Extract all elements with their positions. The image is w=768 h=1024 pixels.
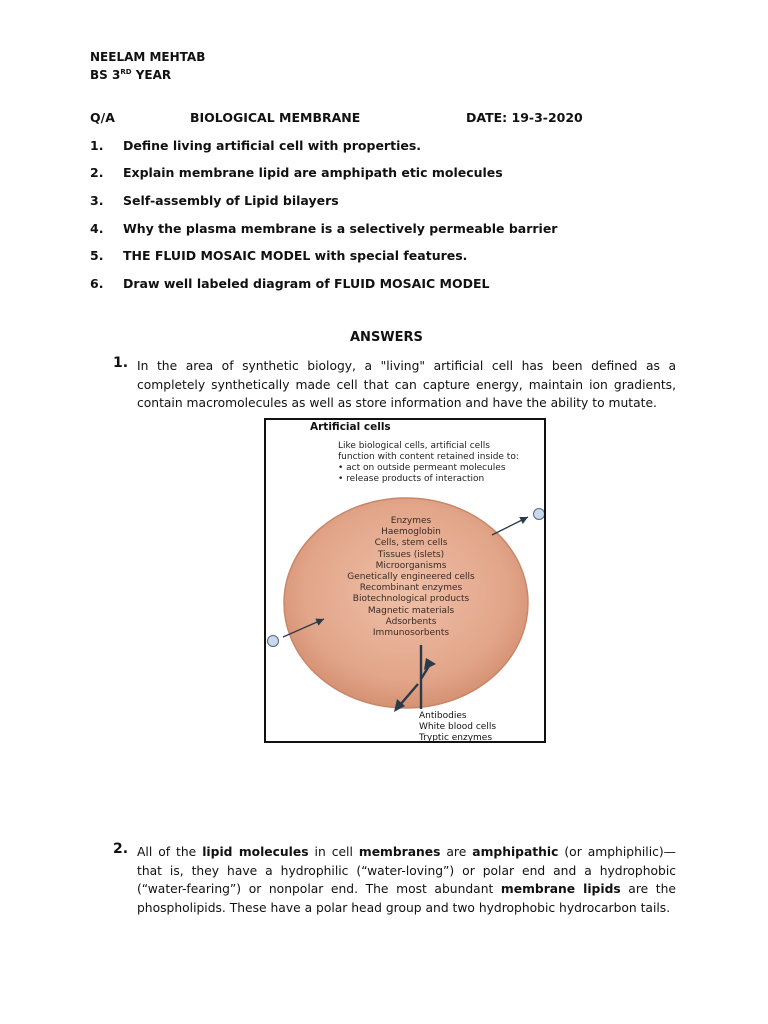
- answer-1: [113, 357, 676, 413]
- list-item: Microorganisms: [375, 560, 447, 571]
- list-item: Genetically engineered cells: [347, 572, 475, 583]
- student-year: [90, 68, 171, 82]
- question-text: Explain membrane lipid are amphipath etic molecules: [123, 165, 503, 180]
- student-name: NEELAM MEHTAB: [90, 50, 206, 64]
- question-text: Define living artificial cell with properties.: [123, 138, 422, 153]
- list-item: Enzymes: [390, 516, 432, 526]
- year-superscript: RD: [120, 68, 132, 76]
- question-text: THE FLUID MOSAIC MODEL with special features.: [123, 248, 468, 263]
- answer-text: All of the lipid molecules in cell membranes are amphipathic (or amphiphilic)—that is, they have a hydrophilic (“water-loving”) or polar end and a hydrophobic (“water-fearing”) or nonpolar end. The most abundant membrane lipids are the phospholipids. These have a polar head group and two hydrophobic hydrocarbon tails.: [137, 845, 676, 915]
- list-item: Immunosorbents: [372, 628, 450, 639]
- question-item: 3. Self-assembly of Lipid bilayers: [90, 193, 339, 208]
- list-item: Magnetic materials: [367, 605, 455, 616]
- question-item: 2. Explain membrane lipid are amphipath etic molecules: [90, 165, 503, 180]
- artificial-cells-figure: [264, 418, 546, 743]
- answers-heading: ANSWERS: [350, 330, 423, 345]
- answer-number: 2.: [113, 841, 129, 857]
- list-item: Tissues (islets): [377, 549, 445, 560]
- particle-right-icon: [534, 509, 545, 520]
- answer-2: [113, 843, 676, 917]
- list-item: Haemoglobin: [381, 527, 441, 538]
- date-label: DATE: 19-3-2020: [466, 110, 583, 125]
- figure-description: Like biological cells, artificial cells function with content retained inside to: • act on outside permeant molecules • release products of interaction: [338, 441, 519, 484]
- list-item: White blood cells: [419, 722, 497, 732]
- year-suffix: YEAR: [131, 68, 172, 82]
- arrow-outward-icon: [492, 517, 528, 535]
- question-item: 5. THE FLUID MOSAIC MODEL with special features.: [90, 248, 468, 263]
- answer-text: In the area of synthetic biology, a "living" artificial cell has been defined as a completely synthetically made cell that can capture energy, maintain ion gradients, contain macromolecules as well as store information and have the ability to mutate.: [137, 359, 676, 410]
- question-item: 6. Draw well labeled diagram of FLUID MOSAIC MODEL: [90, 276, 490, 291]
- list-item: Cells, stem cells: [374, 538, 448, 549]
- question-text: Self-assembly of Lipid bilayers: [123, 193, 339, 208]
- list-item: Recombinant enzymes: [359, 583, 463, 594]
- answer-number: 1.: [113, 355, 129, 371]
- subject-title: BIOLOGICAL MEMBRANE: [190, 110, 361, 125]
- list-item: Biotechnological products: [352, 594, 470, 605]
- particle-left-icon: [268, 636, 279, 647]
- list-item: Tryptic enzymes: [419, 733, 493, 743]
- question-item: 1. Define living artificial cell with properties.: [90, 138, 422, 153]
- question-text: Why the plasma membrane is a selectively permeable barrier: [123, 221, 558, 236]
- question-item: 4. Why the plasma membrane is a selectively permeable barrier: [90, 221, 558, 236]
- list-item: Adsorbents: [385, 616, 437, 627]
- year-prefix: BS 3: [90, 68, 121, 82]
- question-text: Draw well labeled diagram of FLUID MOSAIC MODEL: [123, 276, 490, 291]
- cell-contents-list: [326, 516, 496, 639]
- figure-title: Artificial cells: [310, 421, 391, 433]
- list-item: Antibodies: [419, 711, 467, 721]
- qa-label: Q/A: [90, 110, 115, 125]
- outside-agents-list: [419, 711, 496, 744]
